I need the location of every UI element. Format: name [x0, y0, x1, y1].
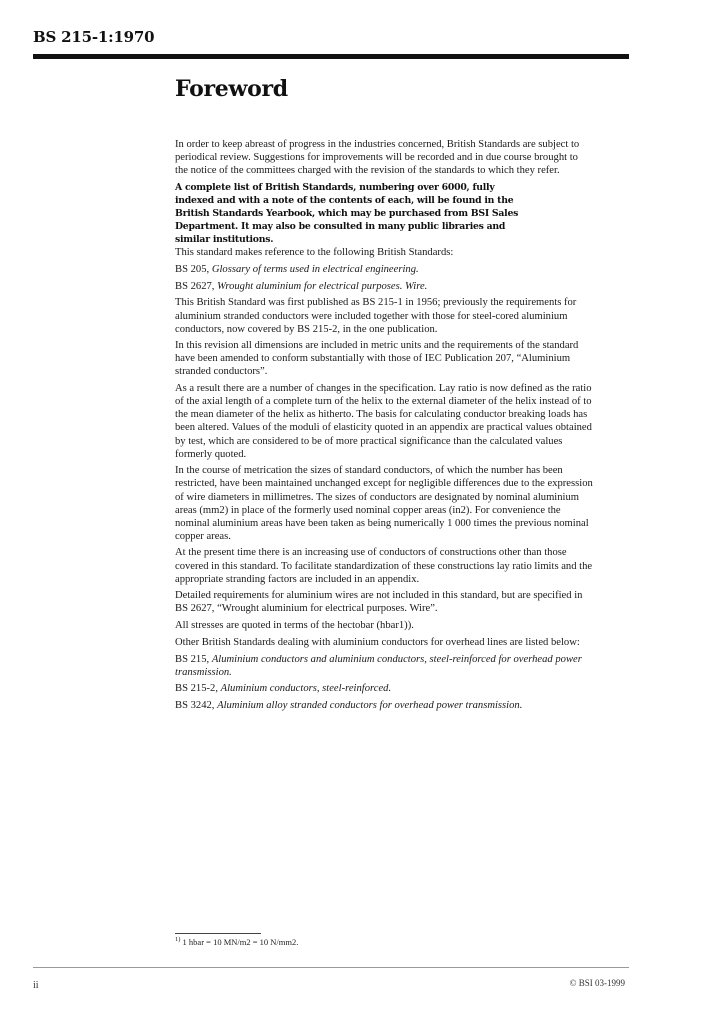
foreword-body — [175, 138, 593, 716]
reference-code: BS 205, — [175, 264, 210, 276]
paragraph-stresses: All stresses are quoted in terms of the hectobar (hbar1)). — [175, 620, 414, 632]
reference-code: BS 215-2, — [175, 683, 218, 695]
document-id: BS 215-1:1970 — [33, 28, 155, 46]
footnote-marker: 1) — [175, 936, 181, 943]
reference-code: BS 215, — [175, 653, 210, 665]
footnote-text: 1 hbar = 10 MN/m2 = 10 N/mm2. — [182, 936, 299, 947]
page-title: Foreword — [175, 76, 288, 102]
paragraph-review: In order to keep abreast of progress in the industries concerned, British Standards are subject to periodical review. Suggestions for improvements will be recorded and in due course brought to the notice of the committees charged with the revision of the standards to which they refer. — [175, 139, 580, 177]
paragraph-constructions: At the present time there is an increasing use of conductors of constructions other than those covered in this standard. To facilitate standardization of these constructions lay ratio limits and the appropriate stranding factors are included in an appendix. — [175, 547, 593, 585]
reference-bs215-2 — [175, 682, 593, 695]
paragraph-wires: Detailed requirements for aluminium wires are not included in this standard, but are specified in BS 2627, “Wrought aluminium for electrical purposes. Wire”. — [175, 590, 583, 615]
paragraph-first-published: This British Standard was first published as BS 215-1 in 1956; previously the requirements for aluminium stranded conductors were included together with those for steel-cored aluminium conductors, now covered by BS 215-2, in the one publication. — [175, 297, 577, 335]
footnote — [175, 936, 298, 947]
paragraph-yearbook: A complete list of British Standards, numbering over 6000, fully indexed and with a note of the contents of each, will be found in the British Standards Yearbook, which may be purchased from BSI Sales Department. It may also be consulted in many public libraries and similar institutions. — [175, 181, 519, 246]
reference-bs215 — [175, 653, 593, 679]
paragraph-specification-changes: As a result there are a number of changes in the specification. Lay ratio is now defined as the ratio of the axial length of a complete turn of the helix to the external diameter of the helix instead of to the mean diameter of the helix as hitherto. The basis for calculating conductor breaking loads has been altered. Values of the moduli of elasticity quoted in an appendix are practical values obtained by test, which are considered to be of more practical significance than the calculated values formerly quoted. — [175, 383, 592, 460]
header-rule — [33, 54, 629, 59]
page-number: ii — [33, 980, 39, 991]
reference-title: Aluminium alloy stranded conductors for overhead power transmission. — [217, 699, 523, 711]
paragraph-references-intro: This standard makes reference to the following British Standards: — [175, 247, 454, 259]
reference-bs3242 — [175, 699, 593, 712]
reference-bs2627 — [175, 280, 593, 293]
footnote-rule — [175, 933, 261, 934]
paragraph-metrication: In the course of metrication the sizes of standard conductors, of which the number has been restricted, have been maintained unchanged except for negligible differences due to the expression of wire diameters in millimetres. The sizes of conductors are designated by nominal aluminium areas (mm2) in place of the formerly used nominal copper areas (in2). For convenience the nominal aluminium areas have been taken as being numerically 1 000 times the previous nominal copper areas. — [175, 465, 593, 542]
reference-code: BS 3242, — [175, 699, 215, 711]
paragraph-metric-revision: In this revision all dimensions are included in metric units and the requirements of the standard have been amended to conform substantially with those of IEC Publication 207, “Aluminium stranded conductors”. — [175, 340, 579, 378]
footer-rule — [33, 967, 629, 968]
paragraph-other-standards: Other British Standards dealing with aluminium conductors for overhead lines are listed below: — [175, 636, 580, 648]
reference-title: Glossary of terms used in electrical engineering. — [211, 264, 419, 276]
copyright-notice: © BSI 03-1999 — [569, 978, 625, 988]
reference-bs205 — [175, 263, 593, 276]
reference-title: Aluminium conductors and aluminium conductors, steel-reinforced for overhead power transmission. — [175, 653, 582, 678]
reference-code: BS 2627, — [175, 280, 215, 292]
reference-title: Wrought aluminium for electrical purposes. Wire. — [217, 280, 428, 292]
reference-title: Aluminium conductors, steel-reinforced. — [220, 683, 392, 695]
